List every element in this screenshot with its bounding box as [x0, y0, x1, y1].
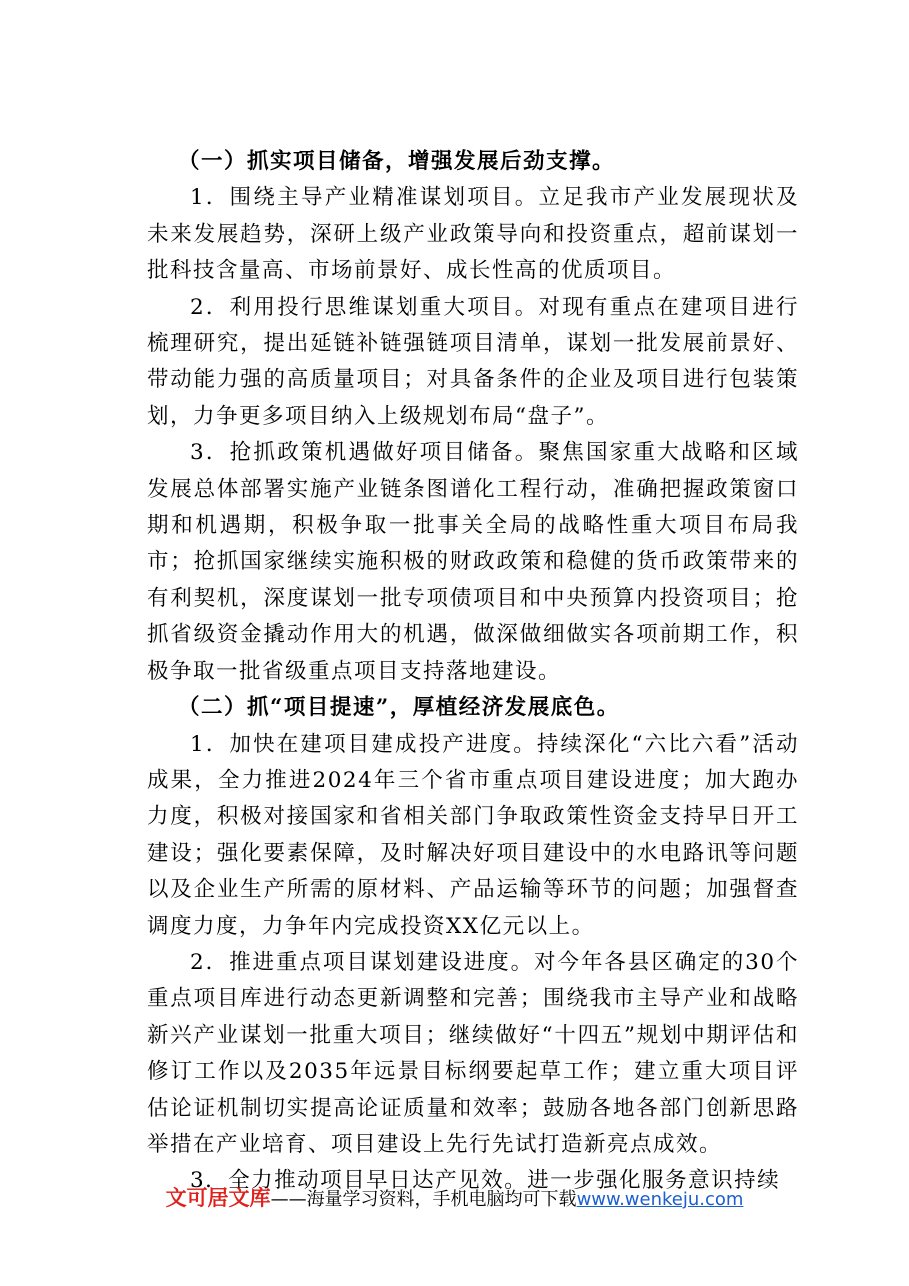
footer-brand: 文可居文库	[165, 1186, 271, 1210]
section-heading-2: （二）抓“项目提速”，厚植经济发展底色。	[178, 695, 620, 721]
paragraph: 2．推进重点项目谋划建设进度。对今年各县区确定的30个重点项目库进行动态更新调整和完善；围绕我市主导产业和战略新兴产业谋划一批重大项目；继续做好“十四五”规划中期评估和修订工作以及2035年远景目标纲要起草工作；建立重大项目评估论证机制切实提高论证质量和效率；鼓励各地各部门创新思路举措在产业培育、项目建设上先行先试打造新亮点成效。	[147, 949, 799, 1157]
footer-banner	[0, 1182, 909, 1212]
paragraph: 2．利用投行思维谋划重大项目。对现有重点在建项目进行梳理研究，提出延链补链强链项目清单，谋划一批发展前景好、带动能力强的高质量项目；对具备条件的企业及项目进行包装策划，力争更多项目纳入上级规划布局“盘子”。	[147, 294, 799, 429]
document-body	[147, 144, 799, 1200]
paragraph: 3．全力推动项目早日达产见效。进一步强化服务意识持续	[190, 1168, 781, 1194]
footer-link[interactable]: www.wenkeju.com	[576, 1189, 744, 1210]
paragraph: 3．抢抓政策机遇做好项目储备。聚焦国家重大战略和区域发展总体部署实施产业链条图谱化工程行动，准确把握政策窗口期和机遇期，积极争取一批事关全局的战略性重大项目布局我市；抢抓国家继续实施积极的财政政策和稳健的货币政策带来的有利契机，深度谋划一批专项债项目和中央预算内投资项目；抢抓省级资金撬动作用大的机遇，做深做细做实各项前期工作，积极争取一批省级重点项目支持落地建设。	[147, 440, 799, 684]
paragraph: 1．围绕主导产业精准谋划项目。立足我市产业发展现状及未来发展趋势，深研上级产业政策导向和投资重点，超前谋划一批科技含量高、市场前景好、成长性高的优质项目。	[147, 185, 799, 284]
section-heading-1: （一）抓实项目储备，增强发展后劲支撑。	[178, 149, 616, 174]
footer-tagline: ——海量学习资料，手机电脑均可下载	[270, 1189, 577, 1210]
paragraph: 1．加快在建项目建成投产进度。持续深化“六比六看”活动成果，全力推进2024年三个省市重点项目建设进度；加大跑办力度，积极对接国家和省相关部门争取政策性资金支持早日开工建设；强化要素保障，及时解决好项目建设中的水电路讯等问题以及企业生产所需的原材料、产品运输等环节的问题；加强督查调度力度，力争年内完成投资XX亿元以上。	[147, 731, 799, 939]
